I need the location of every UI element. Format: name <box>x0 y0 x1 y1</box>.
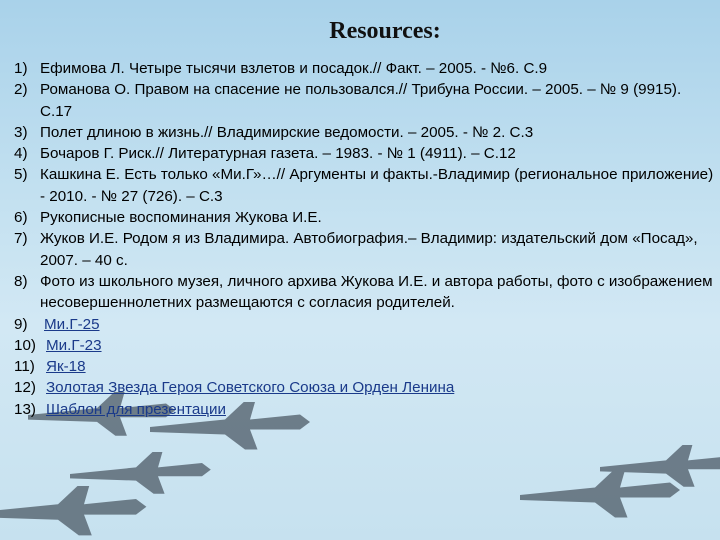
item-text: Рукописные воспоминания Жукова И.Е. <box>40 209 322 227</box>
link-presentation-template[interactable]: Шаблон для презентации <box>46 400 226 418</box>
list-item <box>14 122 714 143</box>
list-item <box>14 377 714 398</box>
item-number: 5) <box>14 166 28 184</box>
list-item <box>14 335 714 356</box>
item-text: Романова О. Правом на спасение не пользовался.// Трибуна России. – 2005. – № 9 (9915). С.17 <box>40 81 682 120</box>
item-text: Кашкина Е. Есть только «Ми.Г»…// Аргументы и факты.-Владимир (региональное приложение) - 2010. - № 27 (726). – С.3 <box>40 166 714 205</box>
item-text: Ефимова Л. Четыре тысячи взлетов и посадок.// Факт. – 2005. - №6. С.9 <box>40 60 548 77</box>
link-gold-star[interactable]: Золотая Звезда Героя Советского Союза и Орден Ленина <box>46 379 455 397</box>
resources-list <box>14 58 714 420</box>
list-item <box>14 143 714 164</box>
item-number: 7) <box>14 230 28 248</box>
item-text: Фото из школьного музея, личного архива Жукова И.Е. и автора работы, фото с изображением несовершеннолетних размещаются с согласия родителей. <box>40 272 713 312</box>
item-number: 8) <box>14 272 28 290</box>
item-number: 13) <box>14 400 36 418</box>
item-number: 12) <box>14 379 36 397</box>
item-number: 2) <box>14 81 28 99</box>
link-yak-18[interactable]: Як-18 <box>46 358 86 376</box>
link-mig-25[interactable]: Ми.Г-25 <box>44 315 100 333</box>
item-number: 3) <box>14 123 28 141</box>
list-item <box>14 356 714 377</box>
item-number: 9) <box>14 315 28 333</box>
page-title: Resources: <box>329 18 441 44</box>
item-text: Бочаров Г. Риск.// Литературная газета. – 1983. - № 1 (4911). – С.12 <box>40 145 516 163</box>
item-number: 4) <box>14 145 28 163</box>
list-item <box>14 228 714 271</box>
jet-icon <box>520 470 680 518</box>
item-number: 11) <box>14 358 35 376</box>
jet-icon <box>0 486 146 535</box>
list-item <box>14 399 714 420</box>
item-number: 1) <box>14 60 28 77</box>
list-item <box>14 314 714 335</box>
list-item <box>14 79 714 122</box>
list-item <box>14 271 714 314</box>
item-number: 10) <box>14 336 36 354</box>
item-number: 6) <box>14 209 28 227</box>
link-mig-23[interactable]: Ми.Г-23 <box>46 336 102 354</box>
list-item <box>14 164 714 207</box>
item-text: Полет длиною в жизнь.// Владимирские ведомости. – 2005. - № 2. С.3 <box>40 123 534 141</box>
list-item <box>14 207 714 228</box>
list-item <box>14 58 714 79</box>
jet-icon <box>70 452 211 494</box>
item-text: Жуков И.Е. Родом я из Владимира. Автобиография.– Владимир: издательский дом «Посад», 2007. – 40 с. <box>40 230 698 269</box>
